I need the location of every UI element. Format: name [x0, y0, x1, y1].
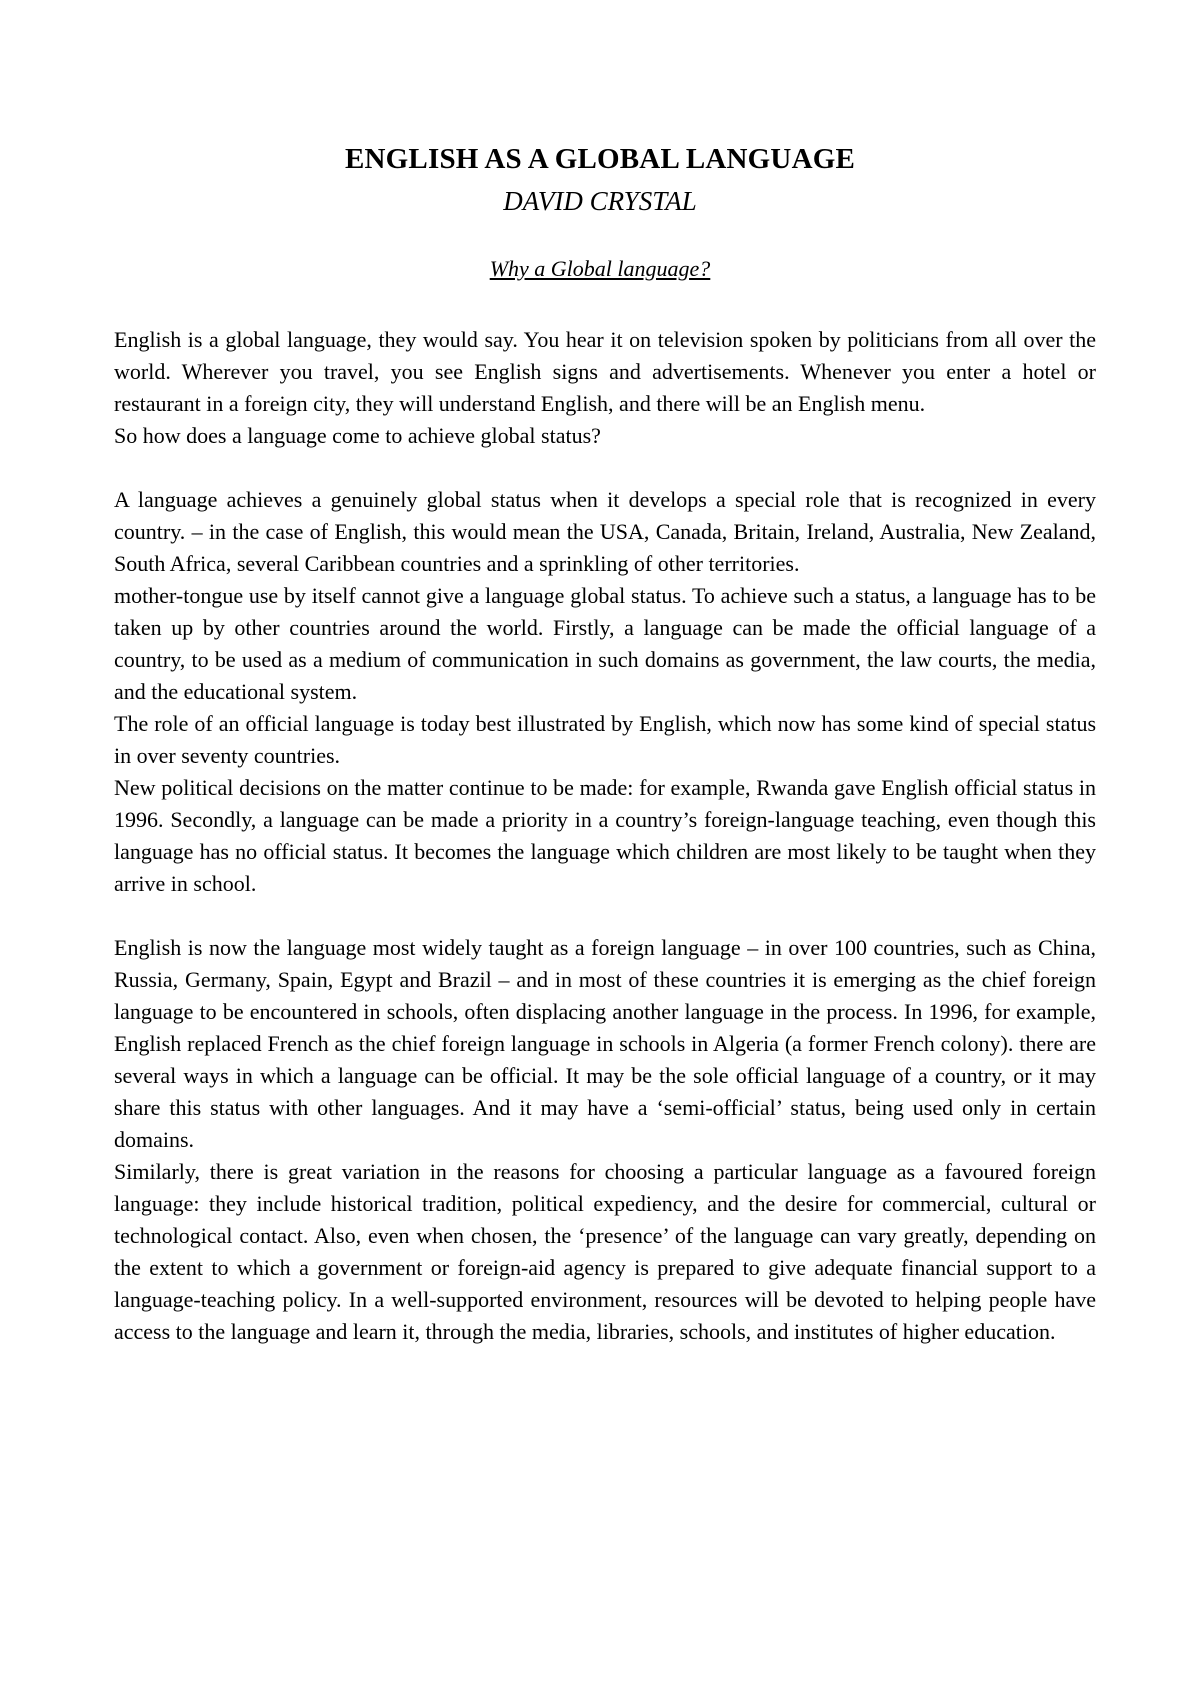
paragraph: The role of an official language is today best illustrated by English, which now has some kind of special status in over seventy countries.: [114, 711, 1096, 768]
paragraph-gap: [114, 900, 1096, 932]
document-author: DAVID CRYSTAL: [503, 186, 697, 216]
paragraph: A language achieves a genuinely global status when it develops a special role that is recognized in every country. – in the case of English, this would mean the USA, Canada, Britain, Ireland, Australia, New Zealand, South Africa, several Caribbean countries and a sprinkling of other territories.: [114, 487, 1096, 576]
paragraph: English is a global language, they would say. You hear it on television spoken by politicians from all over the world. Wherever you travel, you see English signs and advertisements. Whenever you enter a hotel or restaurant in a foreign city, they will understand English, and there will be an English menu.: [114, 327, 1096, 416]
paragraph: So how does a language come to achieve global status?: [114, 423, 601, 448]
paragraph: English is now the language most widely taught as a foreign language – in over 100 countries, such as China, Russia, Germany, Spain, Egypt and Brazil – and in most of these countries it is emerging as the chief foreign language to be encountered in schools, often displacing another language in the process. In 1996, for example, English replaced French as the chief foreign language in schools in Algeria (a former French colony). there are several ways in which a language can be official. It may be the sole official language of a country, or it may share this status with other languages. And it may have a ‘semi-official’ status, being used only in certain domains.: [114, 935, 1096, 1152]
document-title: ENGLISH AS A GLOBAL LANGUAGE: [344, 143, 856, 175]
paragraph-gap: [114, 452, 1096, 484]
section-heading: Why a Global language?: [489, 256, 711, 281]
paragraph: Similarly, there is great variation in the reasons for choosing a particular language as a favoured foreign language: they include historical tradition, political expediency, and the desire for commercial, cultural or technological contact. Also, even when chosen, the ‘presence’ of the language can vary greatly, depending on the extent to which a government or foreign-aid agency is prepared to give adequate financial support to a language-teaching policy. In a well-supported environment, resources will be devoted to helping people have access to the language and learn it, through the media, libraries, schools, and institutes of higher education.: [114, 1159, 1096, 1344]
paragraph: New political decisions on the matter continue to be made: for example, Rwanda gave English official status in 1996. Secondly, a language can be made a priority in a country’s foreign-language teaching, even though this language has no official status. It becomes the language which children are most likely to be taught when they arrive in school.: [114, 775, 1096, 896]
document-body: [114, 324, 1096, 1348]
paragraph: mother-tongue use by itself cannot give a language global status. To achieve such a status, a language has to be taken up by other countries around the world. Firstly, a language can be made the official language of a country, to be used as a medium of communication in such domains as government, the law courts, the media, and the educational system.: [114, 583, 1096, 704]
